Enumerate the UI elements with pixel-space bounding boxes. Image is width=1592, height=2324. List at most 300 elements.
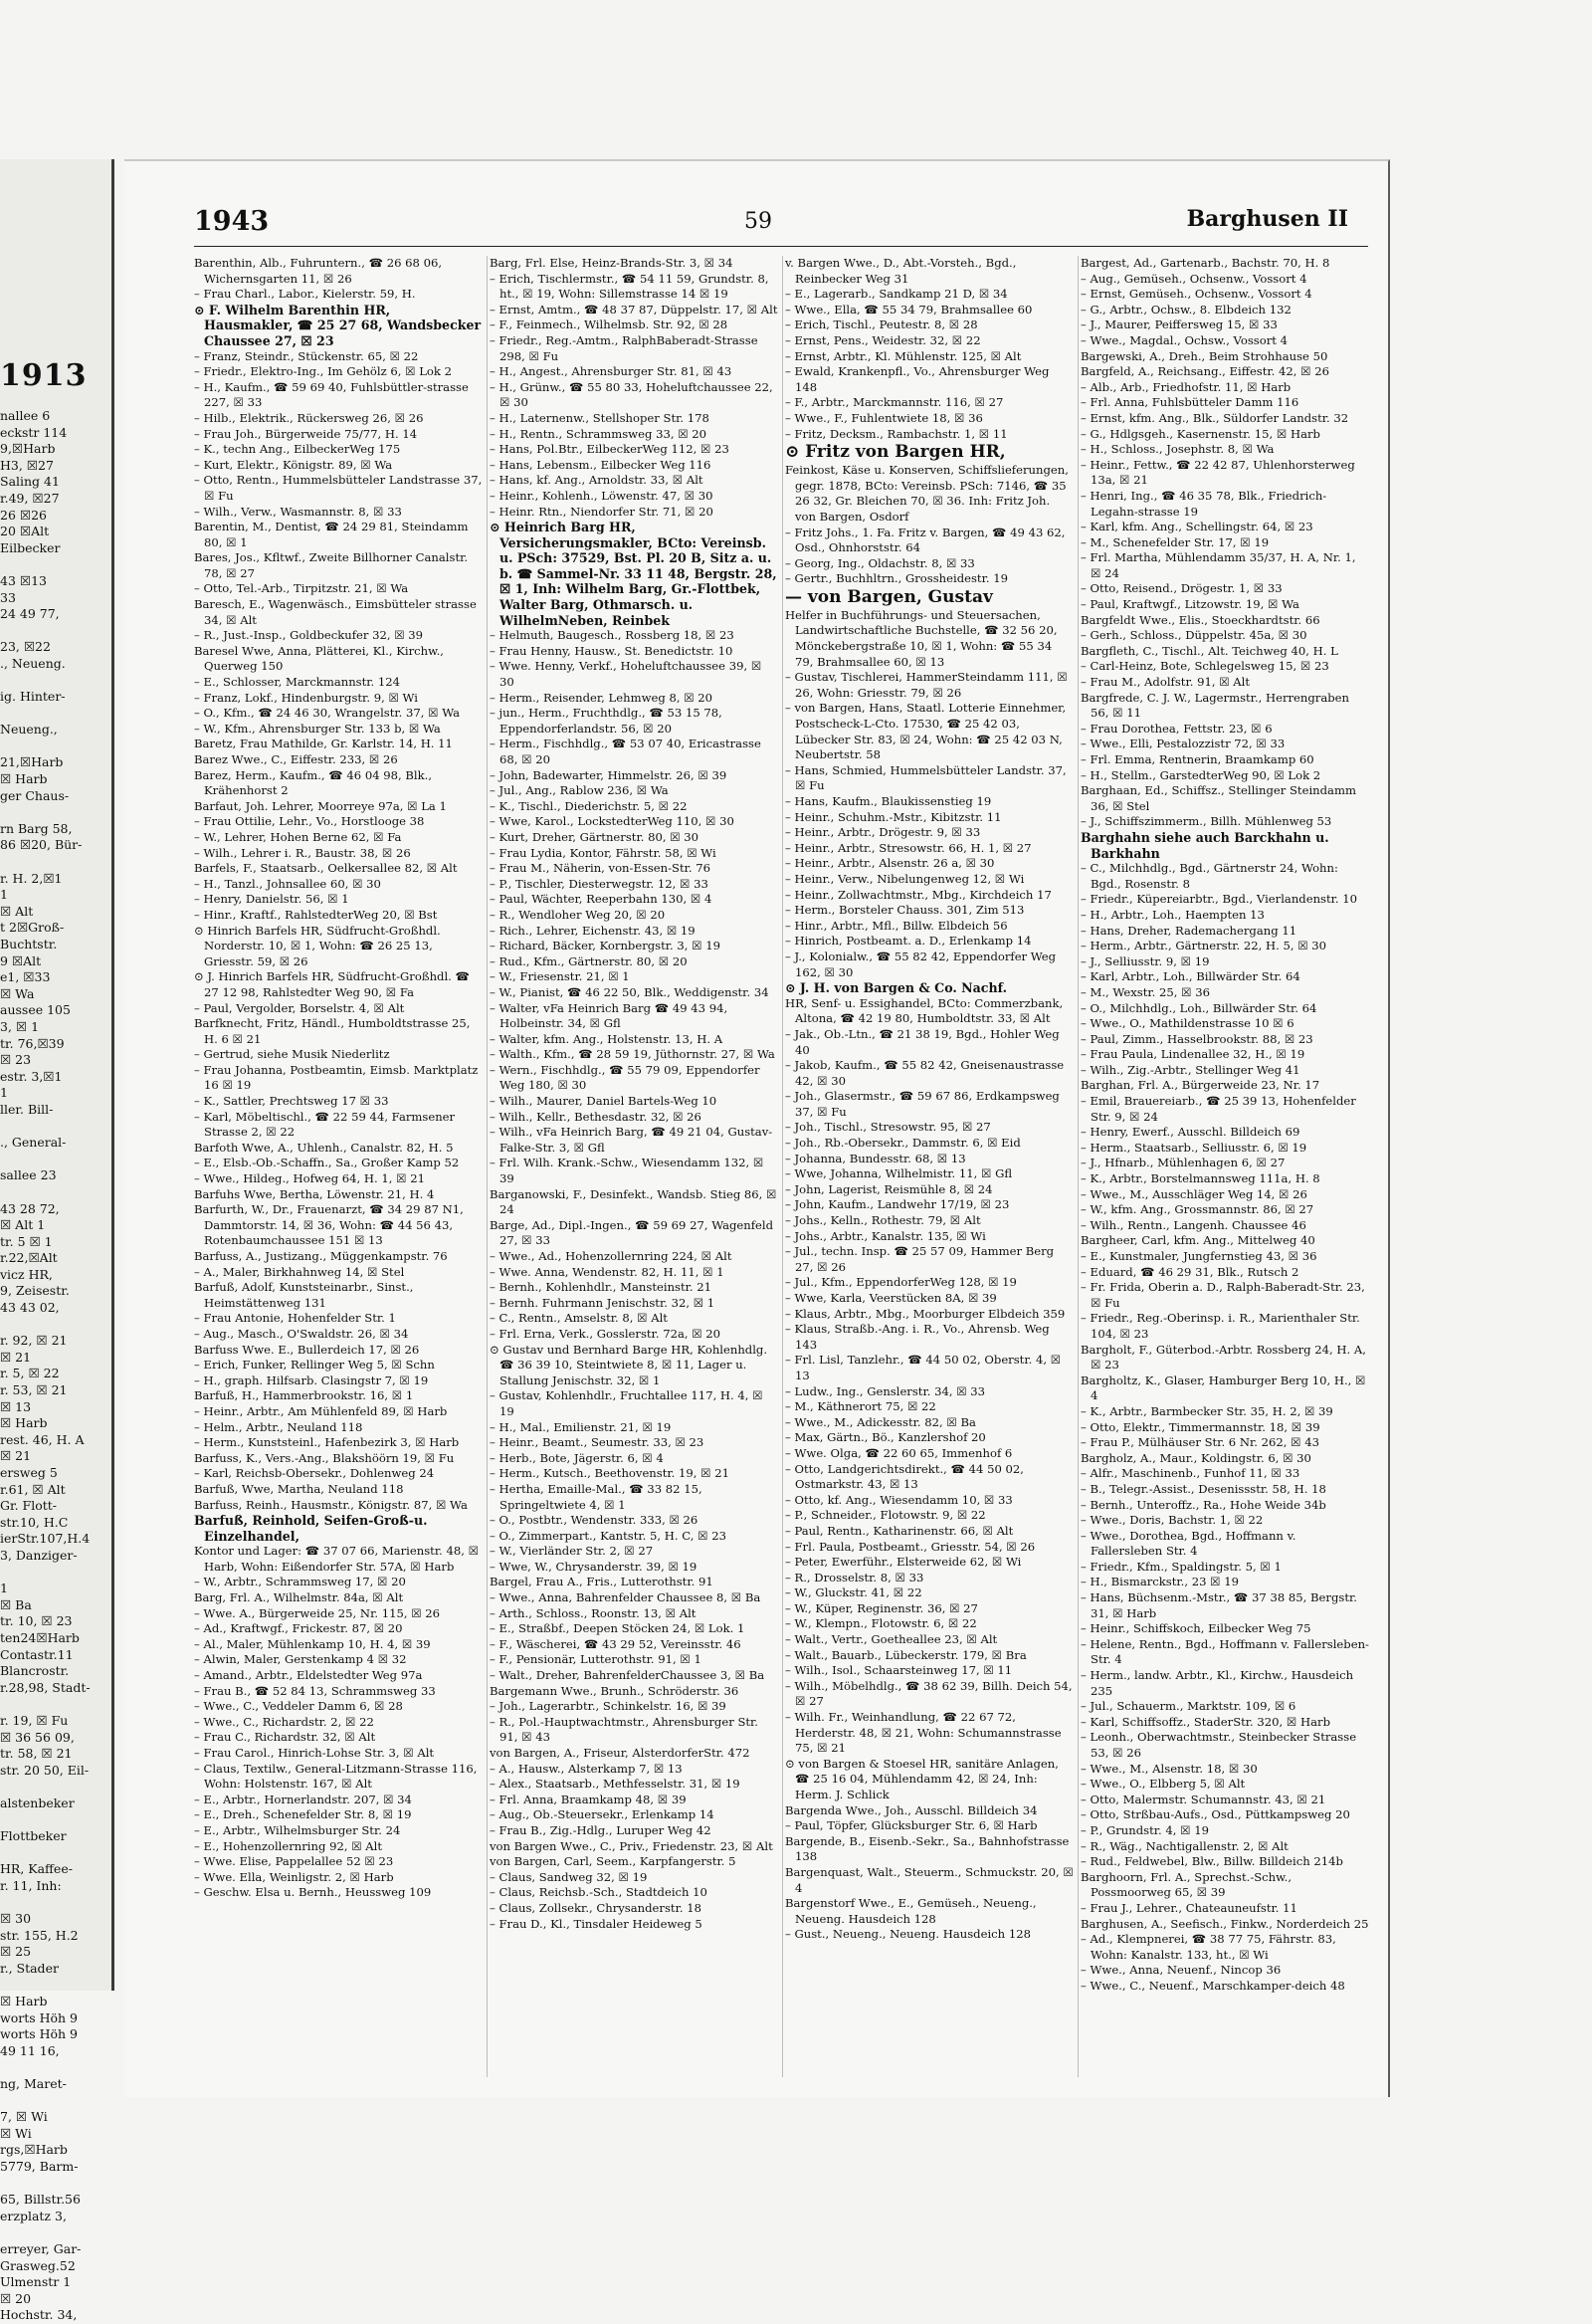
directory-entry: – O., Kfm., ☎ 24 46 30, Wrangelstr. 37, ☒ Wa [194,706,461,721]
directory-entry: – H., Bismarckstr., 23 ☒ 19 [1081,1575,1239,1589]
directory-entry: Bargende, B., Eisenb.-Sekr., Sa., Bahnhofstrasse 138 [785,1833,1070,1864]
previous-page-line: Neueng., [0,722,58,738]
directory-entry: – Wwe. Elise, Pappelallee 52 ☒ 23 [194,1854,394,1869]
directory-entry: Barfuss, Reinh., Hausmstr., Königstr. 87, ☒ Wa [194,1497,468,1512]
column-2 [490,256,778,2077]
previous-page-line [0,556,111,573]
directory-entry: – H., Kaufm., ☎ 59 69 40, Fuhlsbüttler-strasse 227, ☒ 33 [194,379,469,410]
running-head: Barghusen II [1186,206,1348,232]
previous-page-line: HR, Kaffee- [0,1861,73,1877]
previous-page-line: r., Stader [0,1960,59,1976]
directory-entry: – Wwe., O., Mathildenstrasse 10 ☒ 6 [1081,1016,1294,1031]
directory-entry: Barg, Frl. Else, Heinz-Brands-Str. 3, ☒ 34 [490,256,733,270]
previous-page-line: eckstr 114 [0,424,68,440]
directory-entry: – Wwe, W., Chrysanderstr. 39, ☒ 19 [490,1559,697,1574]
directory-entry: – H., Schloss., Josephstr. 8, ☒ Wa [1081,442,1275,457]
previous-page-line: 3, Danziger- [0,1547,78,1563]
directory-entry: – Wwe, Karol., LockstedterWeg 110, ☒ 30 [490,814,734,829]
directory-entry: – Al., Maler, Mühlenkamp 10, H. 4, ☒ 39 [194,1636,431,1651]
directory-entry: – Wwe. Anna, Wendenstr. 82, H. 11, ☒ 1 [490,1264,724,1279]
directory-entry: – Claus, Zollsekr., Chrysanderstr. 18 [490,1900,701,1915]
directory-entry: Barganowski, F., Desinfekt., Wandsb. Stieg 86, ☒ 24 [490,1186,777,1217]
directory-entry: Barfuß, Wwe, Martha, Neuland 118 [194,1481,404,1496]
directory-entry: – Wilh., Verw., Wasmannstr. 8, ☒ 33 [194,504,402,519]
previous-page-line [0,673,111,690]
page-year: 1943 [194,206,270,237]
directory-entry: – Wwe., C., Neuenf., Marschkamper-deich 48 [1081,1978,1345,1993]
previous-page-line [0,1811,111,1828]
directory-entry: – J., Hfnarb., Mühlenhagen 6, ☒ 27 [1081,1156,1286,1170]
directory-entry: – Frl. Paula, Postbeamt., Griesstr. 54, ☒ 26 [785,1539,1036,1554]
directory-entry: – W., Arbtr., Schrammsweg 17, ☒ 20 [194,1575,406,1589]
directory-entry: – Wwe., Anna, Neuenf., Nincop 36 [1081,1963,1282,1978]
directory-entry: – Wwe., O., Elbberg 5, ☒ Alt [1081,1777,1246,1792]
directory-entry: – Hans, Dreher, Rademachergang 11 [1081,923,1297,938]
previous-page-line: sallee 23 [0,1167,57,1183]
directory-entry: – H., graph. Hilfsarb. Clasingstr 7, ☒ 19 [194,1373,429,1387]
directory-entry: – Richard, Bäcker, Kornbergstr. 3, ☒ 19 [490,939,720,953]
directory-entry: Bargfrede, C. J. W., Lagermstr., Herrengraben 56, ☒ 11 [1081,690,1350,721]
directory-entry: – Frau M., Näherin, von-Essen-Str. 76 [490,861,711,876]
previous-page-line: worts Höh 9 [0,2026,79,2042]
previous-page-line: ., Neueng. [0,655,66,671]
directory-entry: – Wwe. Ella, Weinligstr. 2, ☒ Harb [194,1869,394,1884]
directory-entry: – W., Kfm., Ahrensburger Str. 133 b, ☒ Wa [194,721,441,736]
directory-entry: – Frau B., ☎ 52 84 13, Schrammsweg 33 [194,1683,436,1698]
previous-page-line: Grasweg.52 [0,2257,76,2273]
previous-page-line: r. H. 2,☒1 [0,870,63,886]
directory-entry: Barg, Frl. A., Wilhelmstr. 84a, ☒ Alt [194,1590,404,1605]
directory-entry: Barfuss Wwe. E., Bullerdeich 17, ☒ 26 [194,1342,420,1357]
directory-entry: – Frau Carol., Hinrich-Lohse Str. 3, ☒ Alt [194,1746,435,1760]
directory-entry: – Wilh., Rentn., Langenh. Chaussee 46 [1081,1217,1306,1232]
directory-entry: – Otto, Malermstr. Schumannstr. 43, ☒ 21 [1081,1792,1326,1806]
directory-entry: – Ewald, Krankenpfl., Vo., Ahrensburger Weg 148 [785,364,1050,394]
directory-entry: – Heinr., Kohlenh., Löwenstr. 47, ☒ 30 [490,488,713,503]
previous-page-line: tr. 5 ☒ 1 [0,1233,53,1249]
directory-entry: – Heinr., Schuhm.-Mstr., Kibitzstr. 11 [785,809,1002,824]
previous-page-line: ☒ 25 [0,1944,32,1960]
directory-entry: Barfuss, K., Vers.-Ang., Blakshöörn 19, ☒ Fu [194,1450,455,1465]
directory-entry: Bargel, Frau A., Fris., Lutterothstr. 91 [490,1575,713,1589]
directory-entry: – Claus, Sandweg 32, ☒ 19 [490,1869,648,1884]
directory-entry: – Otto, Landgerichtsdirekt., ☎ 44 50 02, Ostmarkstr. 43, ☒ 13 [785,1461,1024,1492]
directory-entry: – W., Gluckstr. 41, ☒ 22 [785,1585,922,1600]
previous-page-line: 65, Billstr.56 [0,2192,81,2208]
directory-entry: – Frau J., Lehrer., Chateauneufstr. 11 [1081,1900,1297,1915]
directory-entry: – R., Just.-Insp., Goldbeckufer 32, ☒ 39 [194,628,424,643]
directory-entry: – Heinr., Beamt., Seumestr. 33, ☒ 23 [490,1435,704,1450]
previous-page-line: r. 19, ☒ Fu [0,1712,69,1728]
previous-page-line [0,2093,111,2110]
directory-entry: – M., Schenefelder Str. 17, ☒ 19 [1081,534,1270,549]
previous-page-line: rn Barg 58, [0,820,73,836]
previous-page-line: r. 11, Inh: [0,1877,62,1893]
directory-entry: – Wwe., C., Veddeler Damm 6, ☒ 28 [194,1699,403,1714]
directory-entry: von Bargen, A., Friseur, AlsterdorferStr. 472 [490,1746,750,1760]
previous-page-line: H3, ☒27 [0,457,54,473]
directory-entry: – Herm., landw. Arbtr., Kl., Kirchw., Hausdeich 235 [1081,1668,1354,1698]
directory-entry: – F., Feinmech., Wilhelmsb. Str. 92, ☒ 28 [490,317,728,332]
previous-page-line [0,2224,111,2241]
directory-entry: – P., Grundstr. 4, ☒ 19 [1081,1822,1209,1837]
directory-entry: – Helm., Arbtr., Neuland 118 [194,1419,363,1434]
directory-entry: – Arth., Schloss., Roonstr. 13, ☒ Alt [490,1605,696,1620]
previous-page-line [0,623,111,640]
directory-entry: – K., Arbtr., Borstelmannsweg 111a, H. 8 [1081,1171,1320,1186]
directory-entry: – Karl, Schiffsoffz., StaderStr. 320, ☒ Harb [1081,1714,1330,1729]
previous-page-line: Contastr.11 [0,1646,74,1662]
directory-entry: – Karl, Möbeltischl., ☎ 22 59 44, Farmsener Strasse 2, ☒ 22 [194,1109,456,1140]
directory-entry: – Paul, Kraftwgf., Litzowstr. 19, ☒ Wa [1081,597,1299,612]
previous-page-line: erzplatz 3, [0,2208,67,2223]
directory-entry: – R., Pol.-Hauptwachtmstr., Ahrensburger Str. 91, ☒ 43 [490,1714,758,1745]
previous-page-line: ☒ Wi [0,2125,32,2141]
directory-entry: Bargholtz, K., Glaser, Hamburger Berg 10, H., ☒ 4 [1081,1373,1366,1403]
directory-entry: – Joh., Tischl., Stresowstr. 95, ☒ 27 [785,1120,991,1135]
directory-entry: – Frl. Wilh. Krank.-Schw., Wiesendamm 132, ☒ 39 [490,1156,764,1186]
directory-entry: – W., kfm. Ang., Grossmannstr. 86, ☒ 27 [1081,1202,1314,1217]
previous-page-fragments [0,408,111,2324]
previous-page-line: 7, ☒ Wi [0,2109,48,2125]
directory-entry: – Frau Joh., Bürgerweide 75/77, H. 14 [194,426,418,441]
directory-entry: – Friedr., Kfm., Spaldingstr. 5, ☒ 1 [1081,1559,1282,1574]
previous-page-line [0,854,111,871]
previous-page-line: Blancrostr. [0,1663,70,1679]
directory-entry: Barghaan, Ed., Schiffsz., Stellinger Steindamm 36, ☒ Stel [1081,783,1356,813]
directory-entry: – Frau P., Mülhäuser Str. 6 Nr. 262, ☒ 43 [1081,1435,1319,1450]
directory-entry: – Wwe., F., Fuhlentwiete 18, ☒ 36 [785,410,983,425]
previous-page-line: worts Höh 9 [0,2009,79,2025]
previous-page-line: rest. 46, H. A [0,1431,85,1447]
directory-entry: – M., Käthnerort 75, ☒ 22 [785,1399,936,1414]
previous-page-line: 43 28 72, [0,1200,60,1216]
directory-entry: Helfer in Buchführungs- und Steuersachen, Landwirtschaftliche Buchstelle, ☎ 32 56 20, Mönckebergstraße 10, ☒ 1, Wohn: ☎ 55 34 79, Brahmsallee 60, ☒ 13 [785,607,1058,669]
page-number: 59 [744,209,772,234]
directory-entry: – Paul, Rentn., Katharinenstr. 66, ☒ Alt [785,1523,1014,1538]
directory-entry: Baretz, Frau Mathilde, Gr. Karlstr. 14, H. 11 [194,737,453,751]
directory-entry: Bargfeldt Wwe., Elis., Stoeckhardtstr. 66 [1081,612,1320,627]
directory-entry: – O., Zimmerpart., Kantstr. 5, H. C, ☒ 23 [490,1528,726,1543]
previous-page-line: str.10, H.C [0,1514,69,1530]
previous-page-line: Ulmenstr 1 [0,2274,72,2290]
directory-entry: ⊙ Heinrich Barg HR, Versicherungsmakler, BCto: Vereinsb. u. PSch: 37529, Bst. Pl. 20 B, Sitz a. u. b. ☎ Sammel-Nr. 33 11 48, Bergstr. 28, ☒ 1, Inh: Wilhelm Barg, Gr.-Flottbek, Walter Barg, Othmarsch. u. WilhelmNeben, Reinbek [490,520,777,628]
directory-entry: – Herm., Reisender, Lehmweg 8, ☒ 20 [490,690,713,705]
directory-entry: – Peter, Ewerführ., Elsterweide 62, ☒ Wi [785,1555,1022,1570]
directory-entry: – Karl, kfm. Ang., Schellingstr. 64, ☒ 23 [1081,520,1313,534]
directory-entry: Barfuß, H., Hammerbrookstr. 16, ☒ 1 [194,1388,414,1403]
directory-entry: – Herb., Bote, Jägerstr. 6, ☒ 4 [490,1450,664,1465]
directory-entry: Kontor und Lager: ☎ 37 07 66, Marienstr. 48, ☒ Harb, Wohn: Eißendorfer Str. 57A, ☒ Harb [194,1544,479,1574]
previous-page-line: Eilbecker [0,539,61,555]
previous-page-line: ☒ 23 [0,1052,32,1068]
directory-entry: – Walth., Kfm., ☎ 28 59 19, Jüthornstr. 27, ☒ Wa [490,1047,775,1062]
directory-entry: – G., Hdlgsgeh., Kasernenstr. 15, ☒ Harb [1081,426,1320,441]
directory-entry: Barfknecht, Fritz, Händl., Humboldtstrasse 25, H. 6 ☒ 21 [194,1016,471,1046]
directory-entry: – Jakob, Kaufm., ☎ 55 82 42, Gneisenaustrasse 42, ☒ 30 [785,1058,1065,1088]
directory-entry: Barfurth, W., Dr., Frauenarzt, ☎ 34 29 87 N1, Dammtorstr. 14, ☒ 36, Wohn: ☎ 44 56 43, Rotenbaumchaussee 151 ☒ 13 [194,1202,464,1248]
directory-entry: Bargenda Wwe., Joh., Ausschl. Billdeich 34 [785,1802,1038,1817]
directory-entry: – Fr. Frida, Oberin a. D., Ralph-Baberadt-Str. 23, ☒ Fu [1081,1280,1365,1310]
previous-page-line: 23, ☒22 [0,639,51,655]
directory-entry: – F., Arbtr., Marckmannstr. 116, ☒ 27 [785,395,1004,410]
previous-page-line [0,1565,111,1582]
directory-entry: – Johs., Kelln., Rothestr. 79, ☒ Alt [785,1213,981,1228]
previous-page-line [0,1317,111,1334]
directory-entry: – A., Maler, Birkhahnweg 14, ☒ Stel [194,1264,405,1279]
directory-entry: – Wilh., Maurer, Daniel Bartels-Weg 10 [490,1094,717,1109]
previous-page-line [0,706,111,723]
directory-entry: – Gertr., Buchhltrn., Grossheidestr. 19 [785,571,1008,586]
directory-entry: – Helmuth, Baugesch., Rossberg 18, ☒ 23 [490,628,734,643]
previous-page-line: Flottbeker [0,1828,67,1844]
directory-entry: Barge, Ad., Dipl.-Ingen., ☎ 59 69 27, Wagenfeld 27, ☒ 33 [490,1217,774,1248]
previous-page-edge [0,159,114,2323]
directory-entry: – Bernh. Fuhrmann Jenischstr. 32, ☒ 1 [490,1295,715,1310]
directory-entry: Barghoorn, Frl. A., Sprechst.-Schw., Possmoorweg 65, ☒ 39 [1081,1869,1293,1900]
previous-page-line: tr. 10, ☒ 23 [0,1613,73,1629]
directory-entry: – Amand., Arbtr., Eldelstedter Weg 97a [194,1668,423,1683]
directory-entry: Bargest, Ad., Gartenarb., Bachstr. 70, H. 8 [1081,256,1330,270]
directory-entry: – Wwe. Henny, Verkf., Hoheluftchaussee 39, ☒ 30 [490,659,762,690]
previous-page-line: 20 ☒Alt [0,524,50,539]
directory-entry: — von Bargen, Gustav [785,586,993,607]
directory-entry: – Ernst, Amtm., ☎ 48 37 87, Düppelstr. 17, ☒ Alt [490,302,778,317]
previous-page-line: nallee 6 [0,408,51,423]
directory-entry: – Gerh., Schloss., Düppelstr. 45a, ☒ 30 [1081,628,1307,643]
directory-entry: – Otto, Strßbau-Aufs., Osd., Püttkampsweg 20 [1081,1807,1350,1822]
directory-entry: – Gertrud, siehe Musik Niederlitz [194,1047,390,1062]
previous-page-line: ig. Hinter- [0,689,66,705]
directory-entry: – E., Arbtr., Hornerlandstr. 207, ☒ 34 [194,1792,412,1806]
previous-page-line: ger Chaus- [0,787,70,803]
directory-entry: – Henry, Danielstr. 56, ☒ 1 [194,892,349,907]
directory-entry: – Klaus, Arbtr., Mbg., Moorburger Elbdeich 359 [785,1306,1066,1321]
directory-entry: – Frau Ottilie, Lehr., Vo., Horstlooge 38 [194,814,425,829]
directory-entry: – Erich, Tischl., Peutestr. 8, ☒ 28 [785,317,978,332]
previous-page-line: r.28,98, Stadt- [0,1679,91,1695]
directory-entry: – Herm., Arbtr., Gärtnerstr. 22, H. 5, ☒ 30 [1081,939,1327,953]
directory-entry: – W., Klempn., Flotowstr. 6, ☒ 22 [785,1616,977,1631]
previous-page-line [0,1184,111,1201]
directory-entry: Bargemann Wwe., Brunh., Schröderstr. 36 [490,1683,739,1698]
directory-entry: – Aug., Masch., O'Swaldstr. 26, ☒ 34 [194,1326,409,1341]
directory-entry: – Wilh., Kellr., Bethesdastr. 32, ☒ 26 [490,1109,701,1124]
directory-entry: – Ad., Klempnerei, ☎ 38 77 75, Fährstr. 83, Wohn: Kanalstr. 133, ht., ☒ Wi [1081,1932,1336,1962]
directory-entry: – Bernh., Unteroffz., Ra., Hohe Weide 34b [1081,1497,1326,1512]
directory-entry: – Johanna, Bundesstr. 68, ☒ 13 [785,1151,966,1165]
directory-entry: – Karl, Arbtr., Loh., Billwärder Str. 64 [1081,969,1300,984]
directory-entry: – Aug., Ob.-Steuersekr., Erlenkamp 14 [490,1807,714,1822]
directory-entry: – W., Lehrer, Hohen Berne 62, ☒ Fa [194,829,402,844]
previous-page-line: tr. 58, ☒ 21 [0,1746,73,1762]
directory-entry: Bargenstorf Wwe., E., Gemüseh., Neueng., Neueng. Hausdeich 128 [785,1896,1037,1926]
directory-entry: – Joh., Lagerarbtr., Schinkelstr. 16, ☒ 39 [490,1699,726,1714]
previous-page-line: Hochstr. 34, [0,2307,78,2323]
directory-entry: – Frau Paula, Lindenallee 32, H., ☒ 19 [1081,1047,1305,1062]
directory-entry: – F., Wäscherei, ☎ 43 29 52, Vereinsstr. 46 [490,1636,741,1651]
directory-entry: – Kurt, Elektr., Königstr. 89, ☒ Wa [194,457,393,472]
previous-page-line: r.49, ☒27 [0,490,60,506]
directory-entry: Bargewski, A., Dreh., Beim Strohhause 50 [1081,348,1328,363]
directory-entry: – Frl. Martha, Mühlendamm 35/37, H. A, Nr. 1, ☒ 24 [1081,550,1356,580]
directory-entry: – E., Dreh., Schenefelder Str. 8, ☒ 19 [194,1807,412,1822]
directory-entry: Bargfleth, C., Tischl., Alt. Teichweg 40, H. L [1081,643,1338,658]
directory-entry: – F., Pensionär, Lutterothstr. 91, ☒ 1 [490,1652,701,1667]
previous-page-line: ller. Bill- [0,1101,54,1117]
previous-page-line: 5779, Barm- [0,2158,79,2174]
previous-page-line: r. 5, ☒ 22 [0,1366,60,1381]
previous-page-line: r. 53, ☒ 21 [0,1382,68,1398]
directory-entry: – Franz, Lokf., Hindenburgstr. 9, ☒ Wi [194,690,418,705]
directory-entry: – W., Friesenstr. 21, ☒ 1 [490,969,630,984]
previous-page-line: 26 ☒26 [0,507,47,523]
previous-page-line: ☒ Ba [0,1596,32,1612]
directory-entry: – K., Arbtr., Barmbecker Str. 35, H. 2, ☒ 39 [1081,1403,1333,1418]
directory-entry: – Alex., Staatsarb., Methfesselstr. 31, ☒ 19 [490,1777,740,1792]
previous-page-line: ☒ Harb [0,771,48,787]
previous-page-line [0,1696,111,1713]
directory-entry: – Heinr., Zollwachtmstr., Mbg., Kirchdeich 17 [785,887,1052,902]
directory-entry: – Wilh., vFa Heinrich Barg, ☎ 49 21 04, Gustav-Falke-Str. 3, ☒ Gfl [490,1125,773,1155]
previous-page-line: r.22,☒Alt [0,1250,58,1266]
previous-page-line: ☒ 13 [0,1398,32,1414]
directory-entry: Barenthin, Alb., Fuhruntern., ☎ 26 68 06, Wichernsgarten 11, ☒ 26 [194,256,443,286]
directory-entry: Bargfeld, A., Reichsang., Eiffestr. 42, ☒ 26 [1081,364,1330,379]
previous-page-line: ☒ Harb [0,1994,48,2008]
directory-entry: ⊙ Fritz von Bargen HR, [785,442,1006,463]
directory-entry: – E., Elsb.-Ob.-Schaffn., Sa., Großer Kamp 52 [194,1156,460,1170]
directory-entry: – Hans, Kaufm., Blaukissenstieg 19 [785,794,992,808]
directory-entry: – Frau Dorothea, Fettstr. 23, ☒ 6 [1081,721,1273,736]
directory-entry: – Friedr., Elektro-Ing., Im Gehölz 6, ☒ Lok 2 [194,364,452,379]
directory-entry: – Franz, Steindr., Stückenstr. 65, ☒ 22 [194,348,419,363]
directory-entry: – Jul., Ang., Rablow 236, ☒ Wa [490,783,669,798]
previous-page-line: 9,☒Harb [0,441,56,457]
directory-entry: – Wwe., Dorothea, Bgd., Hoffmann v. Fallersleben Str. 4 [1081,1528,1296,1559]
directory-entry: – E., Schlosser, Marckmannstr. 124 [194,675,401,690]
directory-entry: – Wwe. A., Bürgerweide 25, Nr. 115, ☒ 26 [194,1605,441,1620]
directory-entry: – Otto, Rentn., Hummelsbütteler Landstrasse 37, ☒ Fu [194,473,483,503]
directory-entry: – Emil, Brauereiarb., ☎ 25 39 13, Hohenfelder Str. 9, ☒ 24 [1081,1094,1356,1124]
directory-entry: – R., Wäg., Nachtigallenstr. 2, ☒ Alt [1081,1838,1289,1853]
directory-entry: – K., Sattler, Prechtsweg 17 ☒ 33 [194,1094,389,1109]
previous-page-line: alstenbeker [0,1795,75,1810]
directory-entry: ⊙ J. H. von Bargen & Co. Nachf. [785,980,1007,996]
directory-entry: – Walt., Dreher, BahrenfelderChaussee 3, ☒ Ba [490,1668,765,1683]
directory-entry: – Frau Johanna, Postbeamtin, Eimsb. Marktplatz 16 ☒ 19 [194,1062,479,1093]
column-4 [1081,256,1369,2077]
previous-page-line [0,1119,111,1136]
directory-entry: von Bargen, Carl, Seem., Karpfangerstr. 5 [490,1854,736,1869]
directory-entry: ⊙ F. Wilhelm Barenthin HR, Hausmakler, ☎ 25 27 68, Wandsbecker Chaussee 27, ☒ 23 [194,302,482,348]
directory-entry: – P., Tischler, Diesterwegstr. 12, ☒ 33 [490,876,708,891]
directory-entry: – Hinrich, Postbeamt. a. D., Erlenkamp 14 [785,934,1032,949]
directory-page [124,159,1390,2097]
previous-page-line: erreyer, Gar- [0,2240,82,2256]
directory-entry: – Paul, Töpfer, Glücksburger Str. 6, ☒ Harb [785,1818,1038,1833]
previous-page-line: estr. 3,☒1 [0,1068,63,1084]
directory-entry: – Jul., Kfm., EppendorferWeg 128, ☒ 19 [785,1275,1017,1290]
directory-entry: – Wern., Fischhdlg., ☎ 55 79 09, Eppendorfer Weg 180, ☒ 30 [490,1062,760,1093]
directory-entry: – Hilb., Elektrik., Rückersweg 26, ☒ 26 [194,410,424,425]
directory-entry: – Wwe., M., Ausschläger Weg 14, ☒ 26 [1081,1186,1307,1201]
directory-entry: Barghan, Frl. A., Bürgerweide 23, Nr. 17 [1081,1078,1320,1093]
directory-entry: – Wwe., C., Richardstr. 2, ☒ 22 [194,1714,374,1729]
previous-page-line: 9 ☒Alt [0,952,42,968]
directory-entry: – Bernh., Kohlenhdlr., Mansteinstr. 21 [490,1280,712,1295]
directory-entry: – H., Rentn., Schrammsweg 33, ☒ 20 [490,426,707,441]
directory-entry: – John, Badewarter, Himmelstr. 26, ☒ 39 [490,767,727,782]
directory-entry: – A., Hausw., Alsterkamp 7, ☒ 13 [490,1761,683,1776]
directory-entry: – Henry, Ewerf., Ausschl. Billdeich 69 [1081,1125,1300,1140]
previous-page-line: aussee 105 [0,1002,71,1018]
directory-entry: – Claus, Reichsb.-Sch., Stadtdeich 10 [490,1885,707,1900]
previous-page-line: ☒ Alt [0,903,34,919]
column-3 [785,256,1074,2077]
directory-entry: – Frau Henny, Hausw., St. Benedictstr. 10 [490,643,733,658]
previous-page-line: ☒ 21 [0,1349,32,1365]
directory-entry: Barfoth Wwe, A., Uhlenh., Canalstr. 82, H. 5 [194,1140,454,1155]
previous-page-line [0,1977,111,1994]
directory-entry: Barfuß, Adolf, Kunststeinarbr., Sinst., Heimstättenweg 131 [194,1280,414,1310]
directory-entry: – Heinr., Arbtr., Stresowstr. 66, H. 1, ☒ 27 [785,840,1032,855]
directory-entry: – Frau Lydia, Kontor, Fährstr. 58, ☒ Wi [490,845,716,860]
directory-entry: – Claus, Textilw., General-Litzmann-Strasse 116, Wohn: Holstenstr. 167, ☒ Alt [194,1761,478,1792]
directory-entry: – Klaus, Straßb.-Ang. i. R., Vo., Ahrensb. Weg 143 [785,1322,1050,1352]
directory-entry: – E., Straßbf., Deepen Stöcken 24, ☒ Lok. 1 [490,1621,745,1636]
previous-page-line: 24 49 77, [0,606,60,622]
directory-entry: – Heinr. Rtn., Niendorfer Str. 71, ☒ 20 [490,504,713,519]
previous-page-line: ten24☒Harb [0,1629,80,1645]
directory-entry: – Kurt, Dreher, Gärtnerstr. 80, ☒ 30 [490,829,699,844]
directory-entry: ⊙ J. Hinrich Barfels HR, Südfrucht-Großhdl. ☎ 27 12 98, Rahlstedter Weg 90, ☒ Fa [194,969,470,999]
directory-entry: – R., Wendloher Weg 20, ☒ 20 [490,907,666,922]
directory-entry: Barghusen, A., Seefisch., Finkw., Norderdeich 25 [1081,1916,1369,1931]
directory-entry: – Gustav, Tischlerei, HammerSteindamm 111, ☒ 26, Wohn: Griesstr. 79, ☒ 26 [785,670,1068,700]
previous-page-line: 3, ☒ 1 [0,1018,40,1034]
directory-entry: Barez Wwe., C., Eiffestr. 233, ☒ 26 [194,752,398,766]
directory-entry: – Otto, Reisend., Drögestr. 1, ☒ 33 [1081,581,1283,596]
previous-page-line: 21,☒Harb [0,754,64,770]
directory-entry: – Otto, Elektr., Timmermannstr. 18, ☒ 39 [1081,1419,1320,1434]
previous-page-line: r. 92, ☒ 21 [0,1333,68,1349]
directory-entry: – John, Kaufm., Landwehr 17/19, ☒ 23 [785,1197,1010,1212]
directory-entry: – Rich., Lehrer, Eichenstr. 43, ☒ 19 [490,923,696,938]
directory-entry: – Heinr., Verw., Nibelungenweg 12, ☒ Wi [785,871,1025,886]
directory-entry: – H., Mal., Emilienstr. 21, ☒ 19 [490,1419,672,1434]
directory-entry: – H., Laternenw., Stellshoper Str. 178 [490,410,709,425]
directory-entry: – Hans, Pol.Btr., EilbeckerWeg 112, ☒ 23 [490,442,729,457]
directory-entry: – Frau M., Adolfstr. 91, ☒ Alt [1081,675,1251,690]
directory-entry: – Aug., Gemüseh., Ochsenw., Vossort 4 [1081,271,1307,286]
directory-entry: – B., Telegr.-Assist., Desenissstr. 58, H. 18 [1081,1481,1326,1496]
directory-entry: – Wwe. Olga, ☎ 22 60 65, Immenhof 6 [785,1445,1013,1460]
directory-entry: – Wwe, Johanna, Wilhelmistr. 11, ☒ Gfl [785,1166,1013,1181]
previous-page-line: ☒ Harb [0,1415,48,1431]
previous-page-line [0,2176,111,2193]
directory-entry: – G., Arbtr., Ochsw., 8. Elbdeich 132 [1081,302,1292,317]
directory-entry: – Max, Gärtn., Bö., Kanzlershof 20 [785,1430,986,1445]
directory-entry: – Hans, Büchsenm.-Mstr., ☎ 37 38 85, Bergstr. 31, ☒ Harb [1081,1590,1357,1620]
previous-page-year: 1913 [0,358,88,393]
directory-entry: – J., Schiffszimmerm., Billh. Mühlenweg 53 [1081,814,1332,829]
directory-entry: – Jul., techn. Insp. ☎ 25 57 09, Hammer Berg 27, ☒ 26 [785,1244,1055,1274]
directory-entry: – J., Selliusstr. 9, ☒ 19 [1081,953,1210,968]
directory-entry: – Otto, kf. Ang., Wiesendamm 10, ☒ 33 [785,1492,1013,1507]
directory-entry: – Helene, Rentn., Bgd., Hoffmann v. Fallersleben-Str. 4 [1081,1636,1369,1667]
directory-entry: – Walter, vFa Heinrich Barg ☎ 49 43 94, Holbeinstr. 34, ☒ Gfl [490,1000,728,1031]
